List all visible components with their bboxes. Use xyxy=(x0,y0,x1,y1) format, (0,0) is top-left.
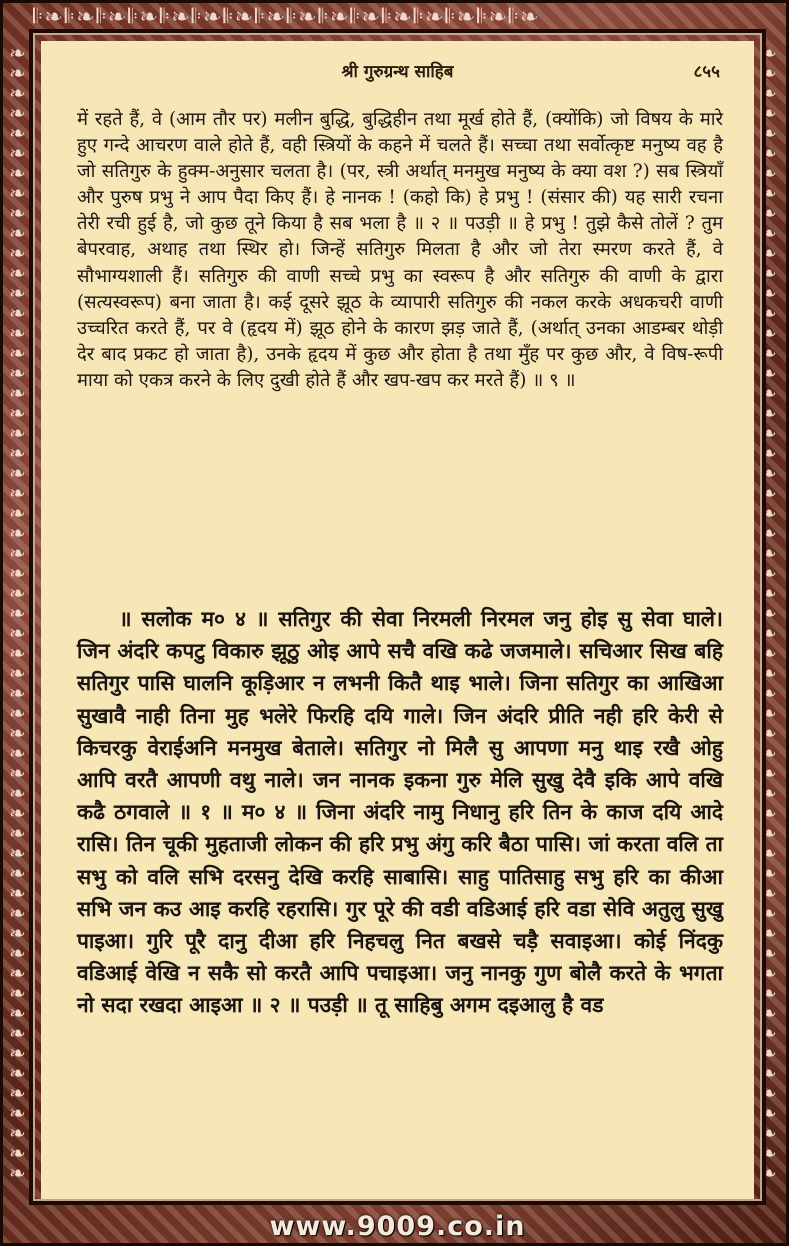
page-number: ८५५ xyxy=(693,62,720,82)
translation-paragraph: में रहते हैं, वे (आम तौर पर) मलीन बुद्धि, बुद्धिहीन तथा मूर्ख होते हैं, (क्योंकि) जो विषय के मारे हुए गन्दे आचरण वाले होते हैं, वही स्त्रियों के कहने में चलते हैं। सच्चा तथा सर्वोत्कृष्ट मनुष्य वह है जो सतिगुरु के हुक्म-अनुसार चलता है। (पर, स्त्री अर्थात् मनमुख मनुष्य के क्या वश ?) सब स्त्रियाँ और पुरुष प्रभु ने आप पैदा किए हैं। हे नानक ! (कहो कि) हे प्रभु ! (संसार की) यह सारी रचना तेरी रची हुई है, जो कुछ तूने किया है सब भला है ॥ २ ॥ पउड़ी ॥ हे प्रभु ! तुझे कैसे तोलें ? तुम बेपरवाह, अथाह तथा स्थिर हो। जिन्हें सतिगुरु मिलता है और जो तेरा स्मरण करते हैं, वे सौभाग्यशाली हैं। सतिगुरु की वाणी सच्चे प्रभु का स्वरूप है और सतिगुरु की वाणी के द्वारा (सत्यस्वरूप) बना जाता है। कई दूसरे झूठ के व्यापारी सतिगुरु की नकल करके अधकचरी वाणी उच्चरित करते हैं, पर वे (हृदय में) झूठ होने के कारण झड़ जाते हैं, (अर्थात् उनका आडम्बर थोड़ी देर बाद प्रकट हो जाता है), उनके हृदय में कुछ और होता है तथा मुँह पर कुछ और, वे विष-रूपी माया को एकत्र करने के लिए दुखी होते हैं और खप-खप कर मरते हैं) ॥ ९ ॥ xyxy=(77,109,723,391)
page-header xyxy=(41,59,754,89)
swirl-ornament-icon: ❧❧❧❧❧❧❧❧❧❧❧❧❧❧❧❧❧❧❧❧❧❧❧❧❧❧❧❧❧❧❧❧❧❧❧❧❧❧❧❧❧❧❧❧❧❧❧❧❧❧❧❧❧❧❧❧❧ xyxy=(760,41,777,1185)
swirl-ornament-icon: ❧❧❧❧❧❧❧❧❧❧❧❧❧❧❧❧❧❧❧❧❧❧❧❧❧❧❧❧❧❧❧❧❧❧❧❧❧❧❧❧❧❧❧❧❧❧❧❧❧❧❧❧❧❧❧❧❧ xyxy=(9,41,26,1185)
scripture-page xyxy=(41,41,754,1199)
gurbani-paragraph: ॥ सलोक म० ४ ॥ सतिगुर की सेवा निरमली निरमल जनु होइ सु सेवा घाले। जिन अंदरि कपटु विकारु झूठु ओइ आपे सचै वखि कढे जजमाले। सचिआर सिख बहि सतिगुर पासि घालनि कूड़िआर न लभनी कितै थाइ भाले। जिना सतिगुर का आखिआ सुखावै नाही तिना मुह भलेरे फिरहि दयि गाले। जिन अंदरि प्रीति नही हरि केरी से किचरकु वेराईअनि मनमुख बेताले। सतिगुर नो मिलै सु आपणा मनु थाइ रखै ओहु आपि वरतै आपणी वथु नाले। जन नानक इकना गुरु मेलि सुखु देवै इकि आपे वखि कढै ठगवाले ॥ १ ॥ म० ४ ॥ जिना अंदरि नामु निधानु हरि तिन के काज दयि आदे रासि। तिन चूकी मुहताजी लोकन की हरि प्रभु अंगु करि बैठा पासि। जां करता वलि ता सभु को वलि सभि दरसनु देखि करहि साबासि। साहु पातिसाहु सभु हरि का कीआ सभि जन कउ आइ करहि रहरासि। गुर पूरे की वडी वडिआई हरि वडा सेवि अतुलु सुखु पाइआ। गुरि पूरै दानु दीआ हरि निहचलु नित बखसे चड़ै सवाइआ। कोई निंदकु वडिआई वेखि न सकै सो करतै आपि पचाइआ। जनु नानकु गुण बोलै करते के भगता नो सदा रखदा आइआ ॥ २ ॥ पउड़ी ॥ तू साहिबु अगम दइआलु है वड xyxy=(77,606,723,1018)
footer-website-link[interactable]: www.9009.co.in xyxy=(269,1211,526,1242)
swirl-ornament-icon: 𝄆❧𝄆❧𝄆❧𝄆❧𝄆❧𝄆❧𝄆❧𝄆❧𝄆❧𝄆❧𝄆❧𝄆❧𝄆❧𝄆❧𝄆❧𝄆❧ xyxy=(33,6,541,26)
page-title: श्री गुरुग्रन्थ साहिब xyxy=(341,62,454,82)
